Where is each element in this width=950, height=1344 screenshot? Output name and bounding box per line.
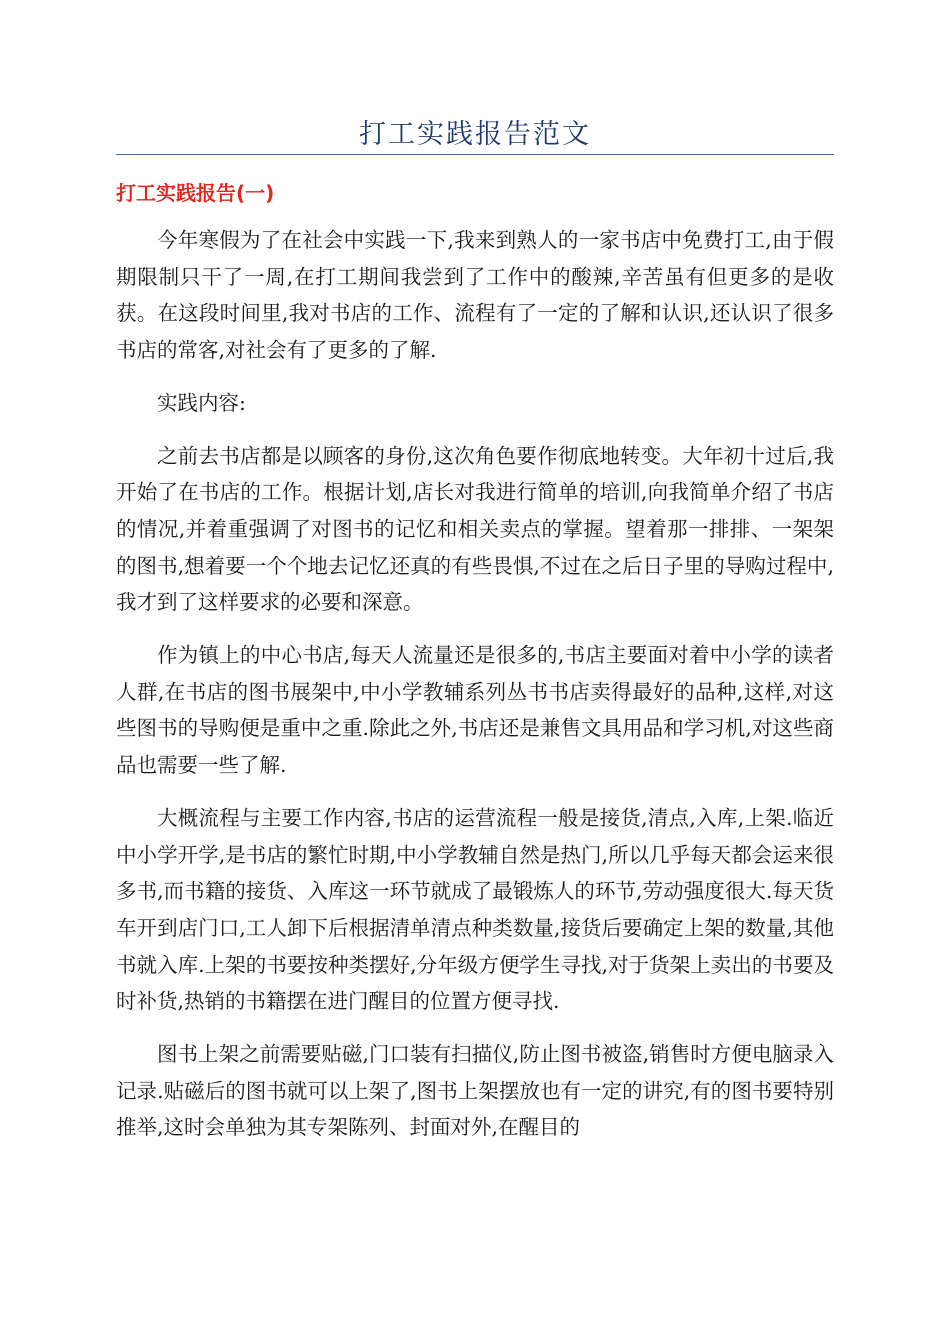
- paragraph-intro: 今年寒假为了在社会中实践一下,我来到熟人的一家书店中免费打工,由于假期限制只干了一周,在打工期间我尝到了工作中的酸辣,辛苦虽有但更多的是收获。在这段时间里,我对书店的工作、流程有了一定的了解和认识,还认识了很多书店的常客,对社会有了更多的了解.: [116, 228, 834, 363]
- title-divider: [116, 154, 834, 155]
- document-body: [116, 222, 834, 1162]
- paragraph-practice-content-label: 实践内容:: [157, 390, 246, 415]
- document-title: 打工实践报告范文: [359, 119, 591, 150]
- paragraph-role-change: 之前去书店都是以顾客的身份,这次角色要作彻底地转变。大年初十过后,我开始了在书店的工作。根据计划,店长对我进行简单的培训,向我简单介绍了书店的情况,并着重强调了对图书的记忆和相关卖点的掌握。望着那一排排、一架架的图书,想着要一个个地去记忆还真的有些畏惧,不过在之后日子里的导购过程中,我才到了这样要求的必要和深意。: [116, 443, 834, 615]
- section-heading: 打工实践报告(一): [116, 181, 275, 205]
- paragraph-bookstore-readers: 作为镇上的中心书店,每天人流量还是很多的,书店主要面对着中小学的读者人群,在书店的图书展架中,中小学教辅系列丛书书店卖得最好的品种,这样,对这些图书的导购便是重中之重.除此之外,书店还是兼售文具用品和学习机,对这些商品也需要一些了解.: [116, 643, 834, 778]
- paragraph-shelving: 图书上架之前需要贴磁,门口装有扫描仪,防止图书被盗,销售时方便电脑录入记录.贴磁后的图书就可以上架了,图书上架摆放也有一定的讲究,有的图书要特别推举,这时会单独为其专架陈列、封面对外,在醒目的: [116, 1042, 834, 1140]
- paragraph-workflow: 大概流程与主要工作内容,书店的运营流程一般是接货,清点,入库,上架.临近中小学开学,是书店的繁忙时期,中小学教辅自然是热门,所以几乎每天都会运来很多书,而书籍的接货、入库这一环节就成了最锻炼人的环节,劳动强度很大.每天货车开到店门口,工人卸下后根据清单清点种类数量,接货后要确定上架的数量,其他书就入库.上架的书要按种类摆好,分年级方便学生寻找,对于货架上卖出的书要及时补货,热销的书籍摆在进门醒目的位置方便寻找.: [116, 805, 834, 1014]
